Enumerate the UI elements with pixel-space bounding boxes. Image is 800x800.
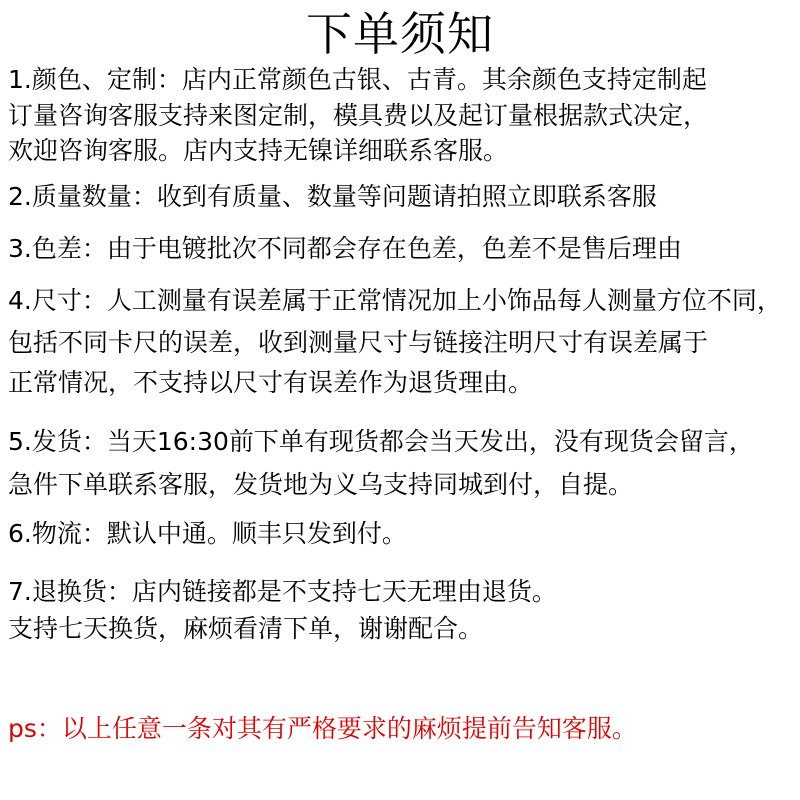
section-7-line-2: 支持七天换货，麻烦看清下单，谢谢配合。 xyxy=(8,614,484,643)
section-4-line-1: 4.尺寸：人工测量有误差属于正常情况加上小饰品每人测量方位不同， xyxy=(8,286,782,315)
section-6-line-1: 6.物流：默认中通。顺丰只发到付。 xyxy=(8,519,407,548)
section-5-line-1: 5.发货：当天16:30前下单有现货都会当天发出，没有现货会留言， xyxy=(8,427,754,456)
section-1-line-3: 欢迎咨询客服。店内支持无镍详细联系客服。 xyxy=(8,136,509,165)
section-1-line-2: 订量咨询客服支持来图定制，模具费以及起订量根据款式决定， xyxy=(8,101,709,130)
section-4-line-3: 正常情况，不支持以尺寸有误差作为退货理由。 xyxy=(8,368,534,397)
section-3-line-1: 3.色差：由于电镀批次不同都会存在色差，色差不是售后理由 xyxy=(8,234,682,263)
section-1-line-1: 1.颜色、定制：店内正常颜色古银、古青。其余颜色支持定制起 xyxy=(8,65,707,94)
ps-note: ps：以上任意一条对其有严格要求的麻烦提前告知客服。 xyxy=(8,714,637,743)
section-4-line-2: 包括不同卡尺的误差，收到测量尺寸与链接注明尺寸有误差属于 xyxy=(8,328,709,357)
section-2-line-1: 2.质量数量：收到有质量、数量等问题请拍照立即联系客服 xyxy=(8,182,657,211)
section-7-line-1: 7.退换货：店内链接都是不支持七天无理由退货。 xyxy=(8,577,557,606)
page-title: 下单须知 xyxy=(306,7,494,61)
section-5-line-2: 急件下单联系客服，发货地为义乌支持同城到付，自提。 xyxy=(8,470,634,499)
